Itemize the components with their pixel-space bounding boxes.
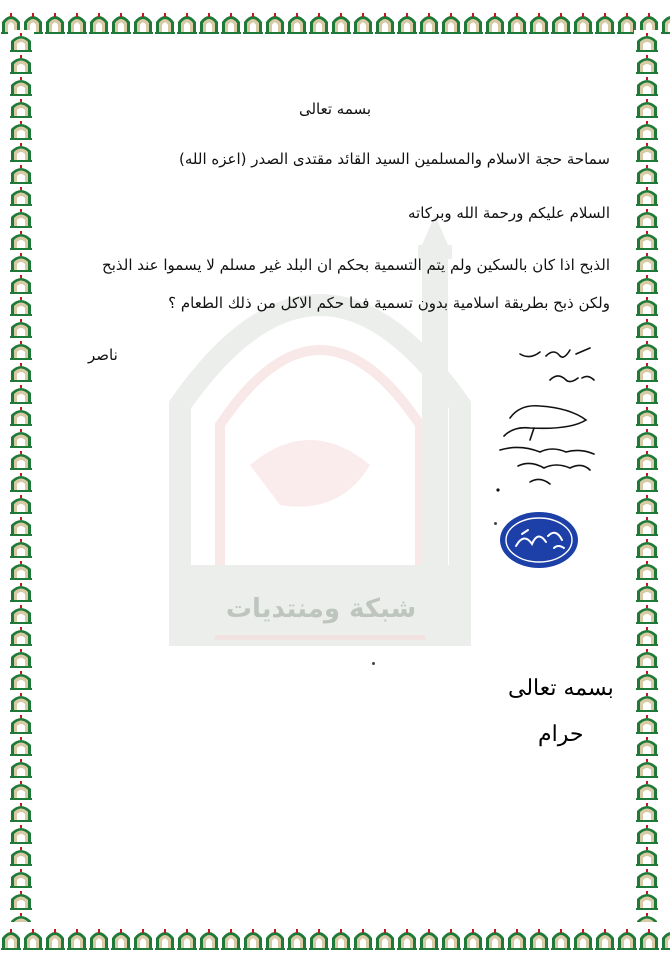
decorative-border-right bbox=[634, 30, 660, 922]
question-heading: بسمه تعالى bbox=[298, 100, 372, 118]
answer-heading: بسمه تعالى bbox=[508, 676, 614, 701]
decorative-border-left bbox=[8, 30, 34, 922]
question-line-2: ولكن ذبح بطريقة اسلامية بدون تسمية فما حكم الاكل من ذلك الطعام ؟ bbox=[168, 294, 610, 312]
sender-name: ناصر bbox=[88, 346, 118, 364]
answer-ruling: حرام bbox=[538, 722, 584, 747]
watermark-text: شبكة ومنتديات bbox=[225, 594, 417, 624]
decorative-border-top bbox=[0, 8, 670, 34]
greeting-line: السلام عليكم ورحمة الله وبركاته bbox=[408, 204, 610, 222]
handwritten-signature bbox=[490, 340, 600, 510]
decorative-border-bottom bbox=[0, 924, 670, 950]
addressee-line: سماحة حجة الاسلام والمسلمين السيد القائد مقتدى الصدر (اعزه الله) bbox=[179, 150, 610, 168]
ink-dot bbox=[372, 662, 375, 665]
blue-seal-stamp bbox=[498, 510, 580, 570]
question-line-1: الذبح اذا كان بالسكين ولم يتم التسمية بحكم ان البلد غير مسلم لا يسموا عند الذبح bbox=[102, 256, 610, 274]
ink-dot bbox=[494, 522, 497, 525]
